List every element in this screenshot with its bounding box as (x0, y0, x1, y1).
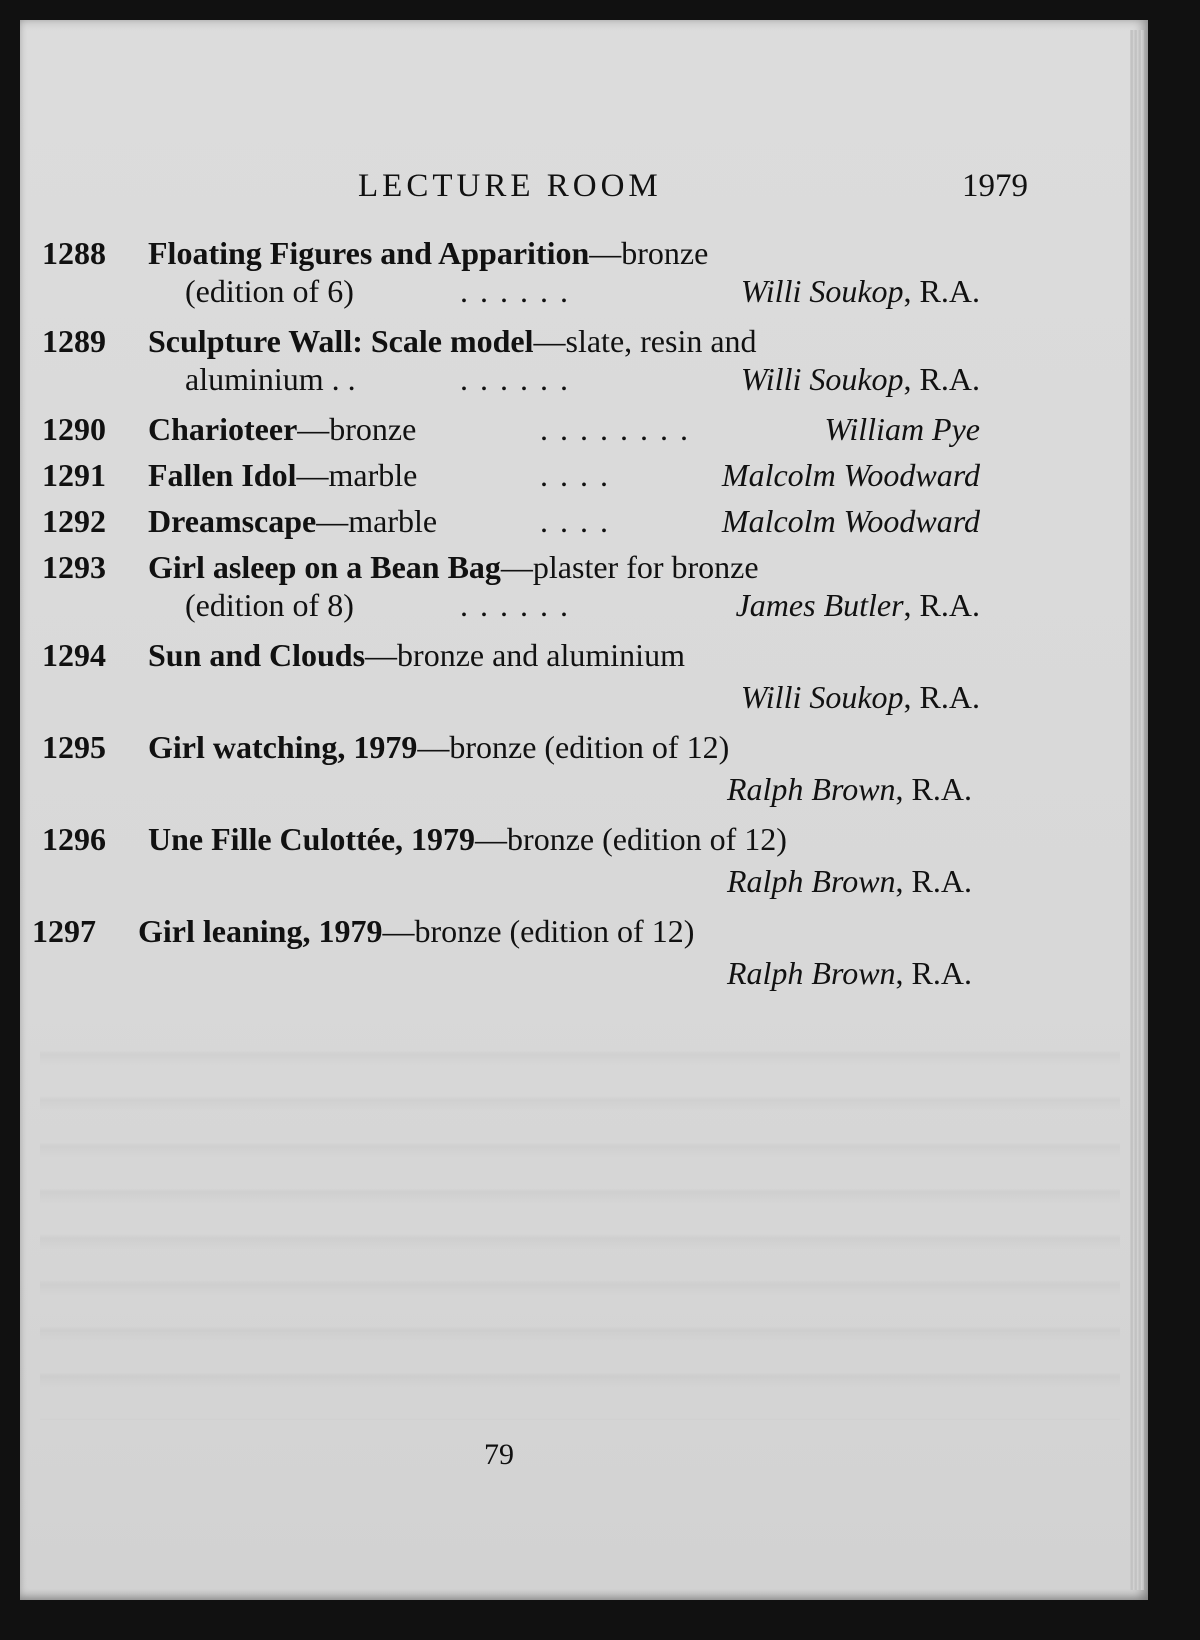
artist-name: Willi Soukop (740, 361, 904, 397)
entry-continuation: (edition of 6) (185, 273, 354, 309)
entry-title: Floating Figures and Apparition (148, 235, 590, 271)
entry-medium: —slate, resin and (533, 323, 757, 359)
entry-artist (741, 356, 980, 402)
entry-title: Charioteer (148, 411, 298, 447)
entry-description (148, 498, 437, 544)
artist-name: Willi Soukop (740, 679, 904, 715)
entry-medium: —marble (296, 457, 418, 493)
entry-medium: —bronze and aluminium (365, 637, 685, 673)
entry-number: 1297 (32, 913, 96, 949)
entry-description (148, 724, 729, 770)
entry-description (148, 452, 417, 498)
header-year: 1979 (962, 168, 1028, 204)
catalogue-entry-1290 (20, 406, 1148, 452)
entry-artist (741, 268, 980, 314)
entry-artist (741, 674, 980, 720)
entry-artist (736, 582, 980, 628)
entry-description (148, 632, 685, 678)
catalogue-entry-1292 (20, 498, 1148, 544)
artist-suffix: , R.A. (895, 771, 972, 807)
catalogue-page (20, 20, 1148, 1600)
entry-title: Girl watching, 1979 (148, 729, 418, 765)
leader-dots: . . . . . . (460, 587, 570, 623)
artist-suffix: , R.A. (903, 273, 980, 309)
leader-dots: . . . . . . (460, 273, 570, 309)
entry-title: Girl leaning, 1979 (138, 913, 383, 949)
entry-medium: —bronze (edition of 12) (475, 821, 787, 857)
entry-number: 1288 (42, 235, 106, 271)
entry-medium: —marble (316, 503, 438, 539)
entry-number: 1290 (42, 411, 106, 447)
entry-number: 1291 (42, 457, 106, 493)
entry-description (148, 816, 787, 862)
entry-description (138, 908, 694, 954)
entry-title: Dreamscape (148, 503, 317, 539)
entry-artist (722, 452, 980, 498)
leader-dots: . . . . . . . . (540, 411, 690, 447)
catalogue-entry-1288 (20, 230, 1148, 322)
entry-number: 1296 (42, 821, 106, 857)
leader-dots: . . . . (540, 503, 610, 539)
artist-name: Malcolm Woodward (721, 457, 980, 493)
entry-artist (722, 498, 980, 544)
catalogue-entry-1297 (20, 908, 1148, 1000)
entry-number: 1294 (42, 637, 106, 673)
catalogue-entry-1295 (20, 724, 1148, 816)
artist-name: Ralph Brown (726, 771, 896, 807)
artist-name: Ralph Brown (726, 863, 896, 899)
entry-medium: —bronze (edition of 12) (382, 913, 695, 949)
entry-title: Sun and Clouds (148, 637, 366, 673)
catalogue-entry-1291 (20, 452, 1148, 498)
artist-suffix: , R.A. (895, 955, 972, 991)
artist-suffix: , R.A. (903, 679, 980, 715)
entry-artist (727, 766, 972, 812)
catalogue-entry-1289 (20, 318, 1148, 410)
entry-medium: —bronze (297, 411, 417, 447)
entry-artist (727, 858, 972, 904)
artist-suffix: , R.A. (903, 587, 980, 623)
artist-suffix: , R.A. (895, 863, 972, 899)
leader-dots: . . . . . . (460, 361, 570, 397)
entry-medium: —bronze (589, 235, 709, 271)
show-through-text (40, 1020, 1120, 1420)
artist-name: James Butler (735, 587, 904, 623)
catalogue-entry-1293 (20, 544, 1148, 636)
catalogue-entry-1296 (20, 816, 1148, 908)
entry-medium: —plaster for bronze (500, 549, 759, 585)
entry-number: 1289 (42, 323, 106, 359)
entry-number: 1293 (42, 549, 106, 585)
entry-title: Fallen Idol (148, 457, 297, 493)
artist-name: William Pye (824, 411, 980, 447)
artist-name: Willi Soukop (740, 273, 904, 309)
entry-artist (824, 406, 980, 452)
entry-title: Une Fille Culottée, 1979 (148, 821, 476, 857)
entry-number: 1292 (42, 503, 106, 539)
entry-continuation: aluminium . . (185, 361, 356, 397)
catalogue-entry-1294 (20, 632, 1148, 724)
entry-description (148, 406, 416, 452)
entry-title: Girl asleep on a Bean Bag (148, 549, 501, 585)
entry-number: 1295 (42, 729, 106, 765)
artist-name: Ralph Brown (726, 955, 896, 991)
running-head (20, 168, 1148, 212)
leader-dots: . . . . (540, 457, 610, 493)
page-number-text: 79 (484, 1438, 514, 1471)
entry-list (20, 230, 1148, 1000)
entry-title: Sculpture Wall: Scale model (148, 323, 534, 359)
entry-artist (727, 950, 972, 996)
entry-medium: —bronze (edition of 12) (417, 729, 730, 765)
page-edges (1130, 30, 1144, 1590)
artist-suffix: , R.A. (903, 361, 980, 397)
entry-continuation: (edition of 8) (185, 587, 354, 623)
artist-name: Malcolm Woodward (721, 503, 980, 539)
section-title: LECTURE ROOM (358, 168, 662, 204)
